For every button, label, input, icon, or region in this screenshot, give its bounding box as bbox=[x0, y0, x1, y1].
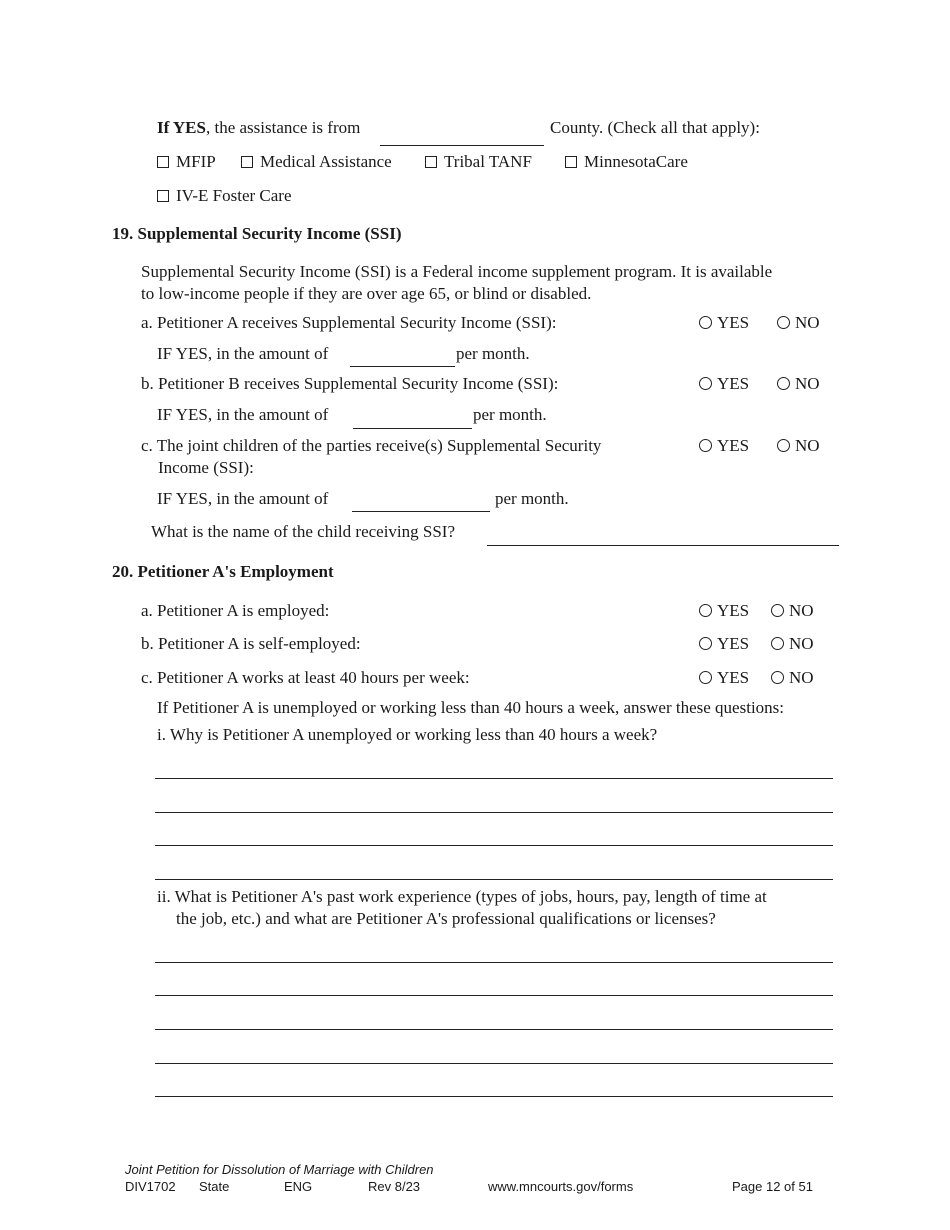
checkbox-label: Medical Assistance bbox=[260, 152, 392, 171]
ssi-b-amount-prefix: IF YES, in the amount of bbox=[157, 405, 329, 424]
checkbox-box[interactable] bbox=[157, 156, 169, 168]
if-yes-rest: , the assistance is from bbox=[205, 118, 361, 137]
radio-label: YES bbox=[717, 374, 750, 393]
radio-circle[interactable] bbox=[699, 316, 712, 329]
radio-circle[interactable] bbox=[699, 377, 712, 390]
county-input[interactable] bbox=[380, 145, 544, 146]
checkbox-mfip[interactable] bbox=[157, 152, 216, 172]
answer-ii-line[interactable] bbox=[155, 1096, 833, 1097]
ssi-a-amount-prefix: IF YES, in the amount of bbox=[157, 344, 329, 363]
footer-revision: Rev 8/23 bbox=[368, 1179, 421, 1194]
radio-circle[interactable] bbox=[699, 637, 712, 650]
employed-no-radio[interactable] bbox=[771, 601, 814, 621]
self-employed-yes-radio[interactable] bbox=[699, 634, 749, 654]
ssi-c-yes-radio[interactable] bbox=[699, 436, 749, 456]
ssi-b-amount-suffix: per month. bbox=[473, 405, 547, 424]
self-employed-question: b. Petitioner A is self-employed: bbox=[141, 634, 361, 653]
county-check-all-text: County. (Check all that apply): bbox=[550, 118, 760, 137]
checkbox-iv-e-foster-care[interactable] bbox=[157, 186, 292, 206]
forty-hours-question: c. Petitioner A works at least 40 hours per week: bbox=[141, 668, 470, 687]
radio-label: YES bbox=[717, 313, 750, 332]
footer-form-title: Joint Petition for Dissolution of Marriage with Children bbox=[125, 1162, 434, 1177]
radio-label: NO bbox=[789, 601, 814, 620]
footer-language: ENG bbox=[284, 1179, 313, 1194]
answer-i-line[interactable] bbox=[155, 778, 833, 779]
ssi-child-name-question: What is the name of the child receiving SSI? bbox=[151, 522, 456, 541]
ssi-a-no-radio[interactable] bbox=[777, 313, 820, 333]
ssi-c-amount-prefix: IF YES, in the amount of bbox=[157, 489, 329, 508]
radio-label: NO bbox=[795, 374, 820, 393]
question-i: i. Why is Petitioner A unemployed or working less than 40 hours a week? bbox=[157, 725, 658, 744]
checkbox-medical-assistance[interactable] bbox=[241, 152, 392, 172]
ssi-c-amount-suffix: per month. bbox=[495, 489, 569, 508]
self-employed-no-radio[interactable] bbox=[771, 634, 814, 654]
section-19-intro-line2: to low-income people if they are over age 65, or blind or disabled. bbox=[141, 284, 592, 303]
radio-circle[interactable] bbox=[771, 637, 784, 650]
radio-circle[interactable] bbox=[699, 604, 712, 617]
question-ii-line2: the job, etc.) and what are Petitioner A's professional qualifications or licenses? bbox=[176, 909, 716, 928]
checkbox-label: IV-E Foster Care bbox=[176, 186, 292, 205]
section-20-heading: 20. Petitioner A's Employment bbox=[112, 562, 334, 581]
ssi-a-amount-input[interactable] bbox=[350, 366, 455, 367]
ssi-b-yes-radio[interactable] bbox=[699, 374, 749, 394]
employed-yes-radio[interactable] bbox=[699, 601, 749, 621]
ssi-c-question-line2: Income (SSI): bbox=[158, 458, 254, 477]
checkbox-tribal-tanf[interactable] bbox=[425, 152, 532, 172]
radio-circle[interactable] bbox=[771, 671, 784, 684]
radio-label: NO bbox=[789, 668, 814, 687]
ssi-c-amount-input[interactable] bbox=[352, 511, 490, 512]
checkbox-label: Tribal TANF bbox=[444, 152, 532, 171]
radio-circle[interactable] bbox=[771, 604, 784, 617]
footer-jurisdiction: State bbox=[199, 1179, 230, 1194]
ssi-a-amount-suffix: per month. bbox=[456, 344, 530, 363]
radio-circle[interactable] bbox=[777, 316, 790, 329]
section-19-heading: 19. Supplemental Security Income (SSI) bbox=[112, 224, 402, 243]
checkbox-box[interactable] bbox=[157, 190, 169, 202]
answer-i-line[interactable] bbox=[155, 812, 833, 813]
ssi-a-yes-radio[interactable] bbox=[699, 313, 749, 333]
footer-url[interactable]: www.mncourts.gov/forms bbox=[488, 1179, 634, 1194]
ssi-c-no-radio[interactable] bbox=[777, 436, 820, 456]
answer-ii-line[interactable] bbox=[155, 962, 833, 963]
radio-circle[interactable] bbox=[699, 671, 712, 684]
radio-label: YES bbox=[717, 668, 750, 687]
forty-hours-yes-radio[interactable] bbox=[699, 668, 749, 688]
answer-i-line[interactable] bbox=[155, 879, 833, 880]
ssi-child-name-input[interactable] bbox=[487, 545, 839, 546]
radio-label: NO bbox=[789, 634, 814, 653]
footer-page-number: Page 12 of 51 bbox=[732, 1179, 813, 1194]
if-unemployed-instruction: If Petitioner A is unemployed or working less than 40 hours a week, answer these questions: bbox=[157, 698, 784, 717]
radio-circle[interactable] bbox=[777, 377, 790, 390]
answer-ii-line[interactable] bbox=[155, 1029, 833, 1030]
ssi-a-question: a. Petitioner A receives Supplemental Security Income (SSI): bbox=[141, 313, 557, 332]
radio-label: NO bbox=[795, 436, 820, 455]
if-yes-bold: If YES bbox=[157, 118, 206, 137]
ssi-c-question-line1: c. The joint children of the parties receive(s) Supplemental Security bbox=[141, 436, 602, 455]
assistance-if-yes-text bbox=[157, 118, 360, 138]
checkbox-minnesotacare[interactable] bbox=[565, 152, 688, 172]
checkbox-box[interactable] bbox=[565, 156, 577, 168]
ssi-b-no-radio[interactable] bbox=[777, 374, 820, 394]
answer-ii-line[interactable] bbox=[155, 1063, 833, 1064]
footer-form-number: DIV1702 bbox=[125, 1179, 176, 1194]
checkbox-box[interactable] bbox=[241, 156, 253, 168]
radio-label: NO bbox=[795, 313, 820, 332]
checkbox-label: MFIP bbox=[176, 152, 216, 171]
radio-circle[interactable] bbox=[777, 439, 790, 452]
ssi-b-question: b. Petitioner B receives Supplemental Security Income (SSI): bbox=[141, 374, 559, 393]
radio-circle[interactable] bbox=[699, 439, 712, 452]
employed-question: a. Petitioner A is employed: bbox=[141, 601, 330, 620]
radio-label: YES bbox=[717, 634, 750, 653]
answer-ii-line[interactable] bbox=[155, 995, 833, 996]
forty-hours-no-radio[interactable] bbox=[771, 668, 814, 688]
question-ii-line1: ii. What is Petitioner A's past work experience (types of jobs, hours, pay, length of time at bbox=[157, 887, 767, 906]
ssi-b-amount-input[interactable] bbox=[353, 428, 472, 429]
section-19-intro-line1: Supplemental Security Income (SSI) is a Federal income supplement program. It is available bbox=[141, 262, 773, 281]
radio-label: YES bbox=[717, 601, 750, 620]
checkbox-box[interactable] bbox=[425, 156, 437, 168]
radio-label: YES bbox=[717, 436, 750, 455]
checkbox-label: MinnesotaCare bbox=[584, 152, 688, 171]
answer-i-line[interactable] bbox=[155, 845, 833, 846]
